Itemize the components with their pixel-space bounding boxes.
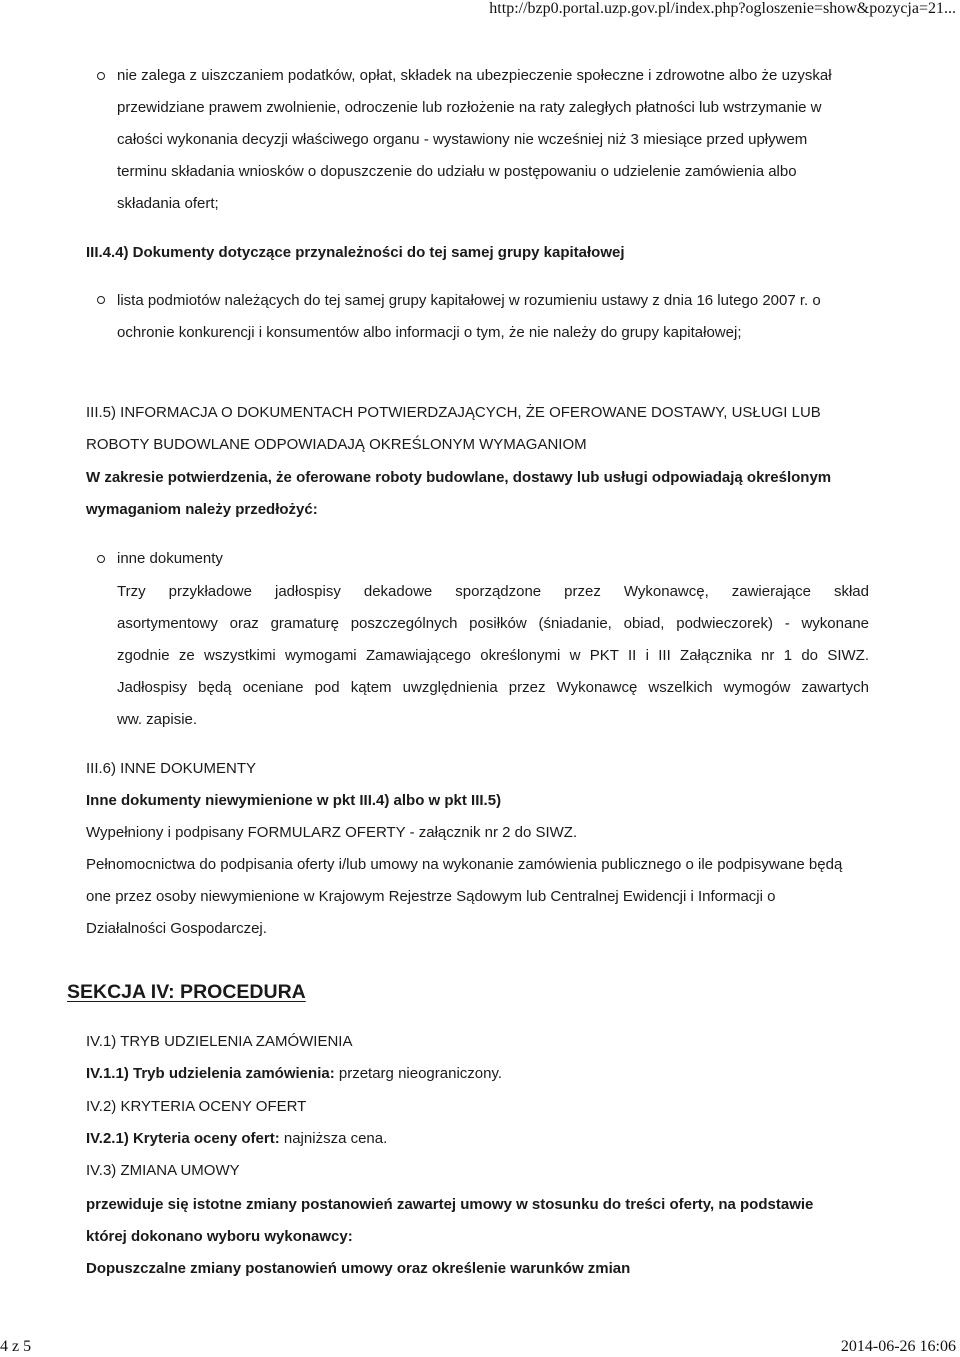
section-heading: III.5) INFORMACJA O DOKUMENTACH POTWIERDZAJĄCYCH, ŻE OFEROWANE DOSTAWY, USŁUGI LUB	[86, 404, 821, 421]
section-heading: III.4.4) Dokumenty dotyczące przynależności do tej samej grupy kapitałowej	[86, 244, 625, 261]
field-row	[86, 1129, 387, 1149]
field-row	[86, 1064, 502, 1084]
text-line: Jadłospisy będą oceniane pod kątem uwzględnienia przez Wykonawcę wszelkich wymogów zawartych	[117, 679, 869, 696]
subheading: wymaganiom należy przedłożyć:	[86, 501, 318, 518]
text-line: one przez osoby niewymienione w Krajowym Rejestrze Sądowym lub Centralnej Ewidencji i Informacji o	[86, 888, 776, 905]
print-datetime: 2014-06-26 16:06	[840, 1338, 956, 1355]
text-line: całości wykonania decyzji właściwego organu - wystawiony nie wcześniej niż 3 miesiące przed upływem	[117, 131, 808, 148]
bullet-icon	[97, 296, 105, 304]
section-heading: IV.1) TRYB UDZIELENIA ZAMÓWIENIA	[86, 1033, 353, 1050]
text-line: przewiduje się istotne zmiany postanowień zawartej umowy w stosunku do treści oferty, na podstawie	[86, 1196, 814, 1213]
field-value: przetarg nieograniczony.	[334, 1065, 503, 1082]
text-line: Działalności Gospodarczej.	[86, 920, 267, 937]
text-line: ww. zapisie.	[117, 711, 198, 728]
page-number: 4 z 5	[0, 1338, 32, 1355]
section-heading: III.6) INNE DOKUMENTY	[86, 760, 257, 777]
text-line: asortymentowy oraz gramaturę poszczególnych posiłków (śniadanie, obiad, podwieczorek) - wykonane	[117, 615, 869, 632]
bullet-icon	[97, 72, 105, 80]
text-line: ochronie konkurencji i konsumentów albo informacji o tym, że nie należy do grupy kapitałowej;	[117, 324, 742, 341]
subheading: Inne dokumenty niewymienione w pkt III.4) albo w pkt III.5)	[86, 792, 502, 809]
field-label: IV.1.1) Tryb udzielenia zamówienia:	[86, 1065, 335, 1082]
text-line: której dokonano wyboru wykonawcy:	[86, 1228, 353, 1245]
text-line: Dopuszczalne zmiany postanowień umowy oraz określenie warunków zmian	[86, 1260, 631, 1277]
section-heading: IV.3) ZMIANA UMOWY	[86, 1162, 240, 1179]
page-url: http://bzp0.portal.uzp.gov.pl/index.php?ogloszenie=show&pozycja=21...	[489, 0, 956, 17]
field-label: IV.2.1) Kryteria oceny ofert:	[86, 1130, 280, 1147]
text-line: Pełnomocnictwa do podpisania oferty i/lub umowy na wykonanie zamówienia publicznego o ile podpisywane będą	[86, 856, 843, 873]
text-line: lista podmiotów należących do tej samej grupy kapitałowej w rozumieniu ustawy z dnia 16 lutego 2007 r. o	[117, 292, 821, 309]
text-line: składania ofert;	[117, 195, 219, 212]
text-line: Trzy przykładowe jadłospisy dekadowe sporządzone przez Wykonawcę, zawierające skład	[117, 583, 869, 600]
text-line: Wypełniony i podpisany FORMULARZ OFERTY - załącznik nr 2 do SIWZ.	[86, 824, 578, 841]
section-heading: IV.2) KRYTERIA OCENY OFERT	[86, 1098, 307, 1115]
subheading: W zakresie potwierdzenia, że oferowane roboty budowlane, dostawy lub usługi odpowiadają określonym	[86, 469, 832, 486]
text-line: terminu składania wniosków o dopuszczenie do udziału w postępowaniu o udzielenie zamówienia albo	[117, 163, 797, 180]
bullet-icon	[97, 555, 105, 563]
text-line: przewidziane prawem zwolnienie, odroczenie lub rozłożenie na raty zaległych płatności lub wstrzymanie w	[117, 99, 822, 116]
section-title: SEKCJA IV: PROCEDURA	[67, 981, 306, 1003]
section-heading: ROBOTY BUDOWLANE ODPOWIADAJĄ OKREŚLONYM WYMAGANIOM	[86, 436, 587, 453]
text-line: zgodnie ze wszystkimi wymogami Zamawiającego określonymi w PKT II i III Załącznika nr 1 do SIWZ.	[117, 647, 869, 664]
text-line: nie zalega z uiszczaniem podatków, opłat, składek na ubezpieczenie społeczne i zdrowotne albo że uzyskał	[117, 67, 832, 84]
field-value: najniższa cena.	[279, 1130, 388, 1147]
list-item: inne dokumenty	[117, 550, 223, 567]
